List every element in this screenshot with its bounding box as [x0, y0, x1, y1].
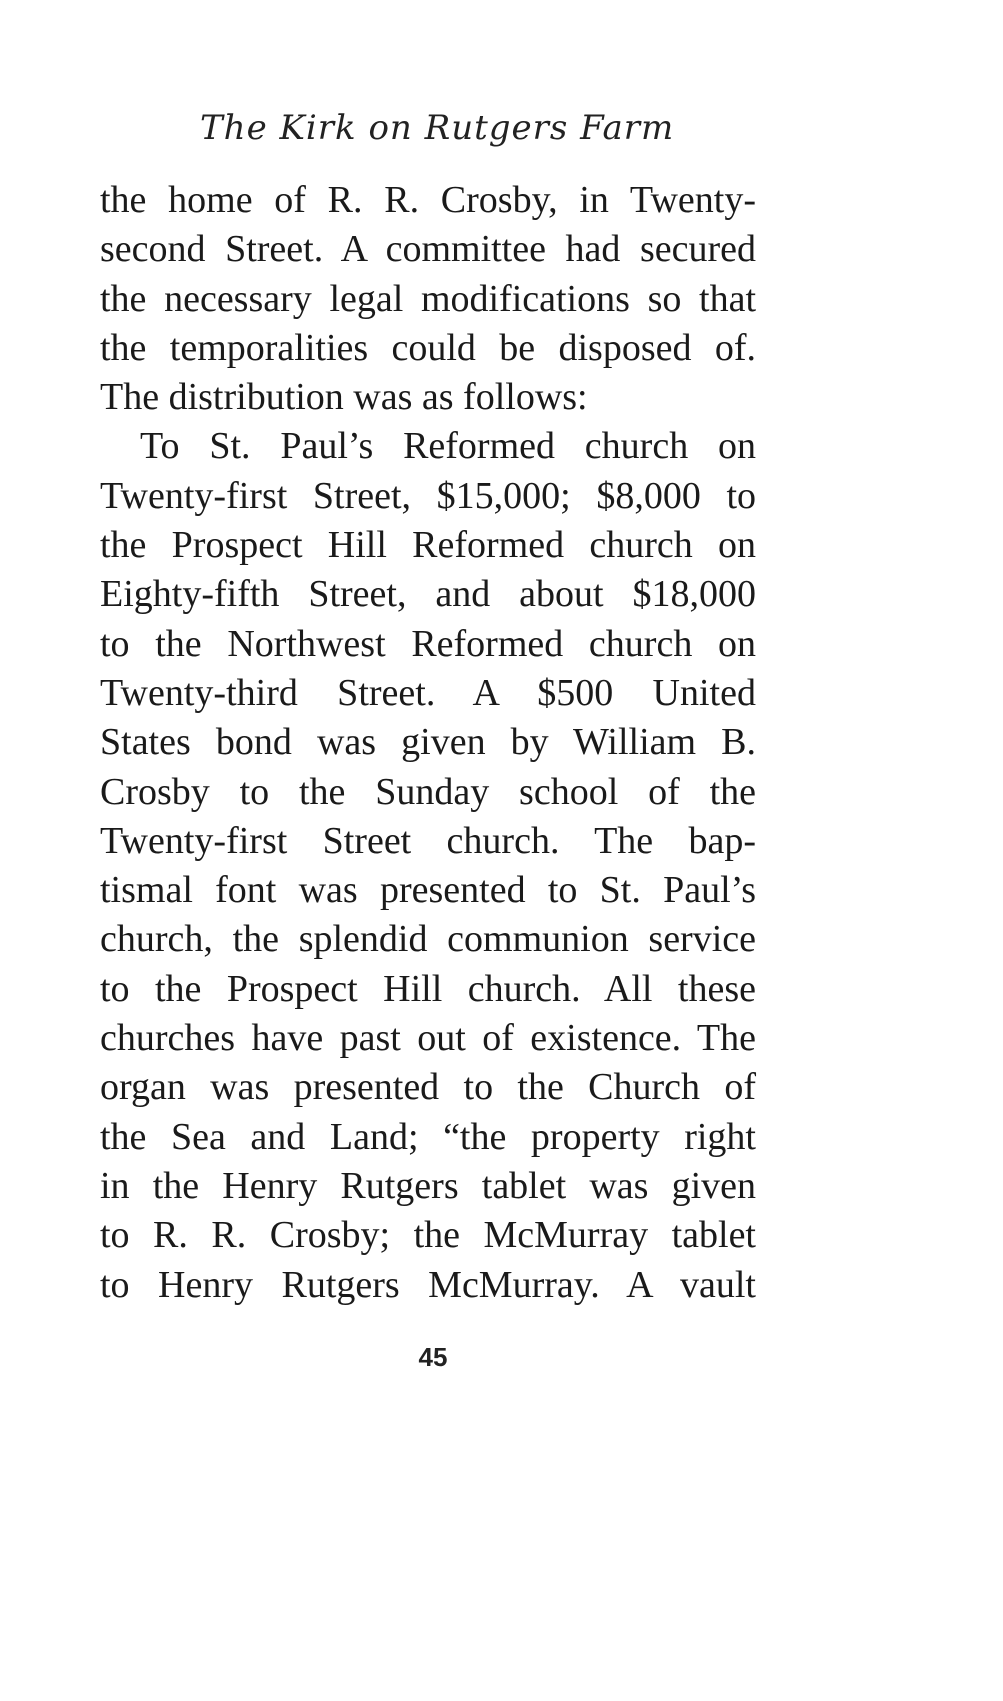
text-line: the necessary legal modifications so that — [100, 277, 756, 320]
text-line: Twenty-first Street church. The bap- — [100, 819, 756, 862]
body-text — [100, 176, 756, 1310]
text-line: to the Prospect Hill church. All these — [100, 967, 756, 1010]
page-number: 45 — [418, 1342, 448, 1372]
text-line: Twenty-first Street, $15,000; $8,000 to — [100, 474, 756, 517]
text-line: second Street. A committee had secured — [100, 228, 756, 271]
text-line: the Sea and Land; “the property right — [100, 1115, 756, 1158]
text-line: The distribution was as follows: — [100, 376, 588, 419]
text-line: To St. Paul’s Reformed church on — [140, 425, 756, 468]
text-line: the temporalities could be disposed of. — [100, 326, 756, 369]
text-line: States bond was given by William B. — [100, 721, 756, 764]
text-line: Eighty-fifth Street, and about $18,000 — [100, 573, 756, 616]
text-line: Crosby to the Sunday school of the — [100, 770, 756, 813]
text-line: organ was presented to the Church of — [100, 1066, 756, 1109]
text-line: in the Henry Rutgers tablet was given — [100, 1164, 756, 1207]
text-line: churches have past out of existence. The — [100, 1017, 756, 1060]
text-line: the home of R. R. Crosby, in Twenty- — [100, 179, 756, 221]
text-line: to Henry Rutgers McMurray. A vault — [100, 1263, 756, 1306]
running-head: The Kirk on Rutgers Farm — [200, 108, 675, 148]
text-line: church, the splendid communion service — [100, 918, 756, 961]
text-line: the Prospect Hill Reformed church on — [100, 524, 756, 567]
text-line: Twenty-third Street. A $500 United — [100, 671, 756, 714]
text-line: to the Northwest Reformed church on — [100, 622, 756, 665]
text-line: to R. R. Crosby; the McMurray tablet — [100, 1214, 756, 1257]
text-line: tismal font was presented to St. Paul’s — [100, 869, 756, 912]
